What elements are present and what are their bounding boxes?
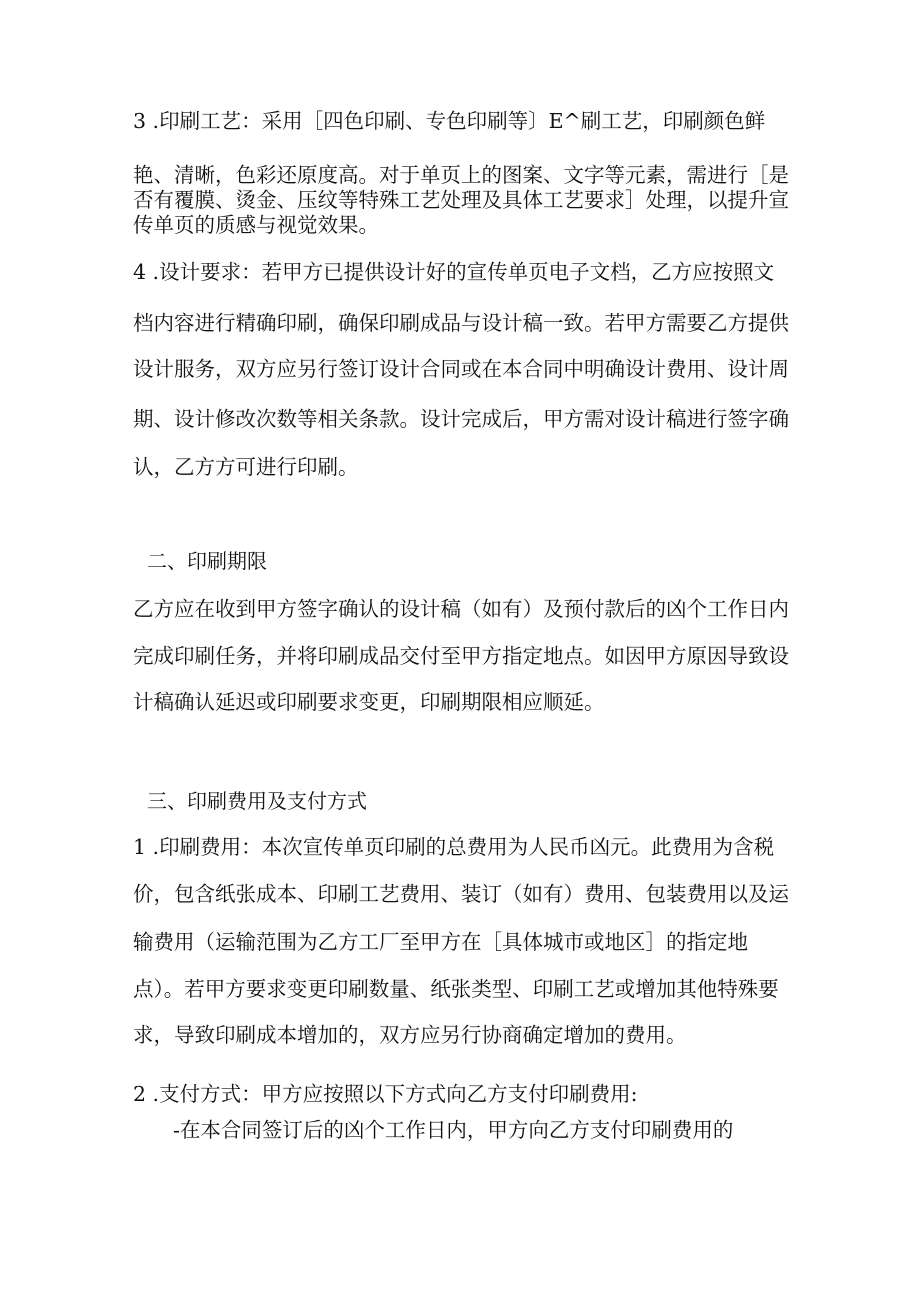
section-2-line-2: 完成印刷任务，并将印刷成品交付至甲方指定地点。如因甲方原因导致设 bbox=[133, 644, 789, 668]
item3-line-4: 传单页的质感与视觉效果。 bbox=[133, 213, 379, 237]
item4-line-4: 期、设计修改次数等相关条款。设计完成后，甲方需对设计稿进行签字确 bbox=[133, 407, 789, 431]
section-3-item2-line-2: -在本合同签订后的凶个工作日内，甲方向乙方支付印刷费用的 bbox=[173, 1118, 734, 1142]
section-3-item1-line-4: 点）。若甲方要求变更印刷数量、纸张类型、印刷工艺或增加其他特殊要 bbox=[133, 977, 779, 1001]
section-3-item1-line-1: 1 .印刷费用：本次宣传单页印刷的总费用为人民币凶元。此费用为含税 bbox=[133, 835, 775, 859]
section-2-line-1: 乙方应在收到甲方签字确认的设计稿（如有）及预付款后的凶个工作日内 bbox=[133, 597, 789, 621]
section-3-item1-line-3: 输费用（运输范围为乙方工厂至甲方在［具体城市或地区］的指定地 bbox=[133, 930, 748, 954]
section-3-item2-line-1: 2 .支付方式：甲方应按照以下方式向乙方支付印刷费用: bbox=[133, 1082, 638, 1106]
section-3-heading: 三、印刷费用及支付方式 bbox=[147, 789, 367, 813]
section-2-heading: 二、印刷期限 bbox=[147, 549, 267, 573]
item3-line-1: 3 .印刷工艺：采用［四色印刷、专色印刷等〕E^刷工艺，印刷颜色鲜 bbox=[133, 109, 766, 133]
item3-line-3: 否有覆膜、烫金、压纹等特殊工艺处理及具体工艺要求］处理，以提升宣 bbox=[133, 188, 789, 212]
section-3-item1-line-2: 价，包含纸张成本、印刷工艺费用、装订（如有）费用、包装费用以及运 bbox=[133, 882, 789, 906]
item3-line-2: 艳、清晰，色彩还原度高。对于单页上的图案、文字等元素，需进行［是 bbox=[133, 163, 789, 187]
item4-line-5: 认，乙方方可进行印刷。 bbox=[133, 455, 359, 479]
item4-line-3: 设计服务，双方应另行签订设计合同或在本合同中明确设计费用、设计周 bbox=[133, 357, 789, 381]
section-3-item1-line-5: 求，导致印刷成本增加的，双方应另行协商确定增加的费用。 bbox=[133, 1023, 687, 1047]
item4-line-1: 4 .设计要求：若甲方已提供设计好的宣传单页电子文档，乙方应按照文 bbox=[133, 260, 775, 284]
item4-line-2: 档内容进行精确印刷，确保印刷成品与设计稿一致。若甲方需要乙方提供 bbox=[133, 311, 789, 335]
section-2-line-3: 计稿确认延迟或印刷要求变更，印刷期限相应顺延。 bbox=[133, 690, 605, 714]
